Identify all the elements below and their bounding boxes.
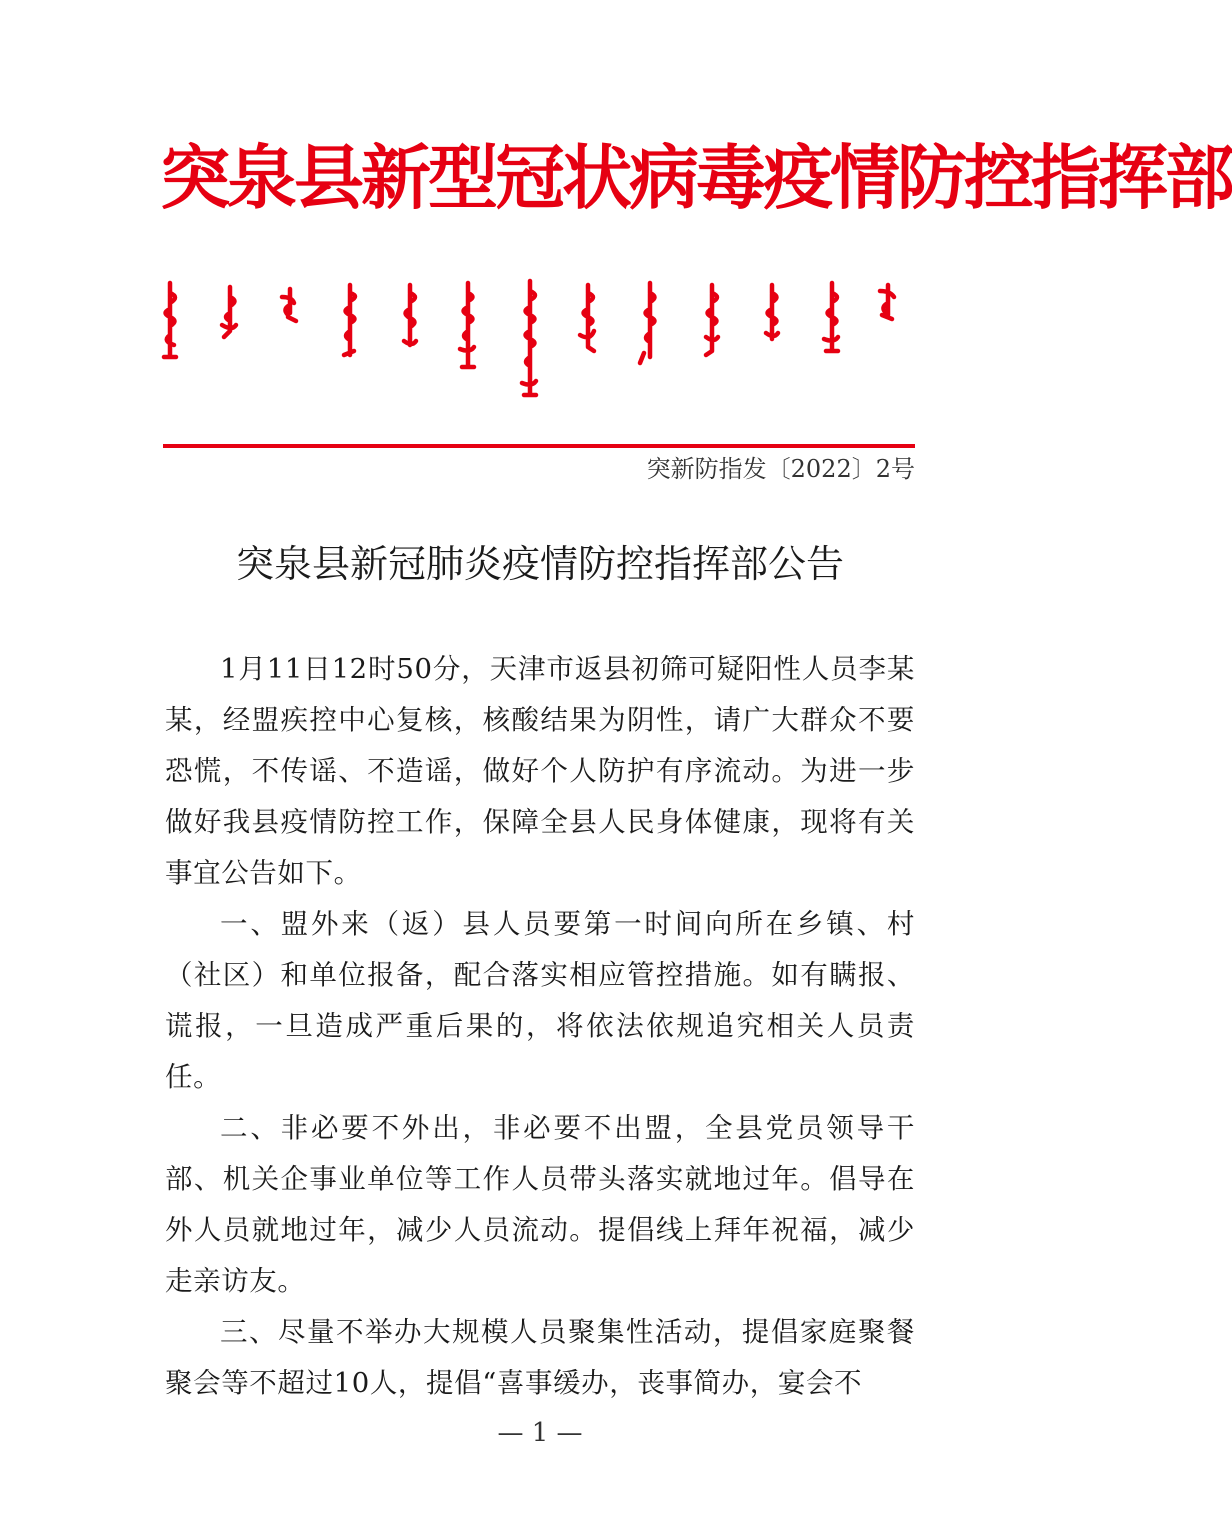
red-divider-rule [163,444,915,448]
notice-title: 突泉县新冠肺炎疫情防控指挥部公告 [235,542,844,586]
body-paragraph-item-3: 三、尽量不举办大规模人员聚集性活动，提倡家庭聚餐聚会等不超过10人，提倡“喜事缓办，丧事简办，宴会不 [165,1316,915,1399]
notice-body [165,644,915,1409]
page-number: — 1 — [497,1418,583,1448]
mongolian-script-masthead [160,275,920,405]
body-paragraph-item-2: 二、非必要不外出，非必要不出盟，全县党员领导干部、机关企事业单位等工作人员带头落实就地过年。倡导在外人员就地过年，减少人员流动。提倡线上拜年祝福，减少走亲访友。 [165,1112,915,1297]
body-paragraph-intro: 1月11日12时50分，天津市返县初筛可疑阳性人员李某某，经盟疾控中心复核，核酸结果为阴性，请广大群众不要恐慌，不传谣、不造谣，做好个人防护有序流动。为进一步做好我县疫情防控工作，保障全县人民身体健康，现将有关事宜公告如下。 [165,653,915,889]
document-number: 突新防指发〔2022〕2号 [646,455,915,483]
body-paragraph-item-1: 一、盟外来（返）县人员要第一时间向所在乡镇、村（社区）和单位报备，配合落实相应管控措施。如有瞒报、谎报，一旦造成严重后果的，将依法依规追究相关人员责任。 [165,908,915,1093]
agency-masthead-title: 突泉县新型冠状病毒疫情防控指挥部 [160,137,1232,219]
mongolian-script-graphic [160,275,920,405]
